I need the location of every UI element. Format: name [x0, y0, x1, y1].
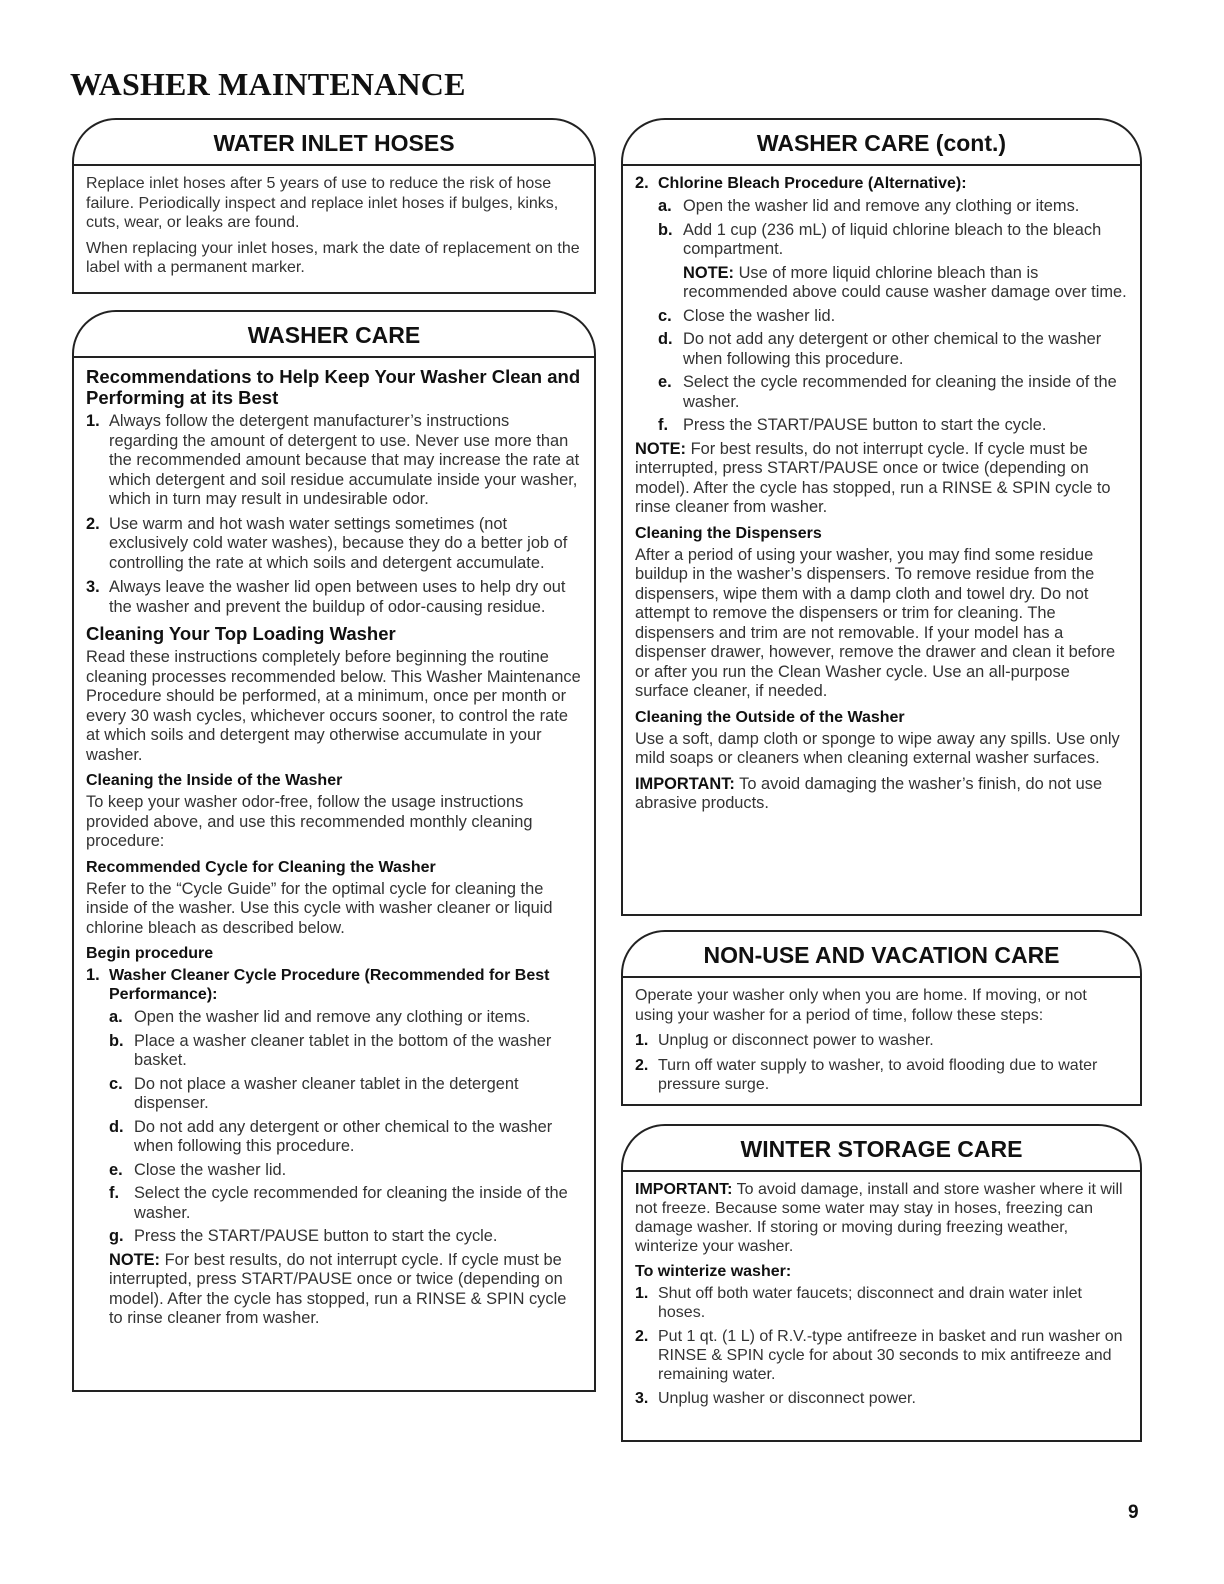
- winterize-heading: To winterize washer:: [635, 1263, 792, 1280]
- step-item: f. Press the START/PAUSE button to start the cycle.: [658, 416, 1047, 434]
- paragraph: Operate your washer only when you are home. If moving, or not using your washer for a period of time, follow these steps:: [635, 987, 1087, 1024]
- procedure-steps: [658, 197, 1128, 436]
- list-item: 3. Unplug washer or disconnect power.: [635, 1390, 916, 1407]
- step-item: c. Do not place a washer cleaner tablet in the detergent dispenser.: [109, 1074, 519, 1112]
- section-title: NON-USE AND VACATION CARE: [623, 932, 1140, 978]
- steps-list: [635, 1284, 1128, 1408]
- procedure-list: [86, 966, 582, 1329]
- step-item: c. Close the washer lid.: [658, 306, 836, 325]
- procedure-title: Chlorine Bleach Procedure (Alternative):: [658, 175, 967, 192]
- winter-storage-section: [621, 1124, 1142, 1442]
- section-title: WINTER STORAGE CARE: [623, 1126, 1140, 1172]
- paragraph: Refer to the “Cycle Guide” for the optimal cycle for cleaning the inside of the washer. Use this cycle with washer cleaner or liquid chlorine bleach as described below.: [86, 879, 553, 937]
- inside-heading: Cleaning the Inside of the Washer: [86, 772, 343, 789]
- non-use-section: [621, 930, 1142, 1106]
- page-title: WASHER MAINTENANCE: [70, 66, 466, 102]
- steps-list: [635, 1031, 1128, 1095]
- paragraph: Use a soft, damp cloth or sponge to wipe away any spills. Use only mild soaps or cleaners when cleaning external washer surfaces.: [635, 729, 1120, 767]
- list-item: 1. Unplug or disconnect power to washer.: [635, 1032, 934, 1049]
- note: NOTE: Use of more liquid chlorine bleach than is recommended above could cause washer damage over time.: [683, 263, 1127, 301]
- section-title: WATER INLET HOSES: [74, 120, 594, 166]
- outside-heading: Cleaning the Outside of the Washer: [635, 708, 905, 726]
- paragraph: After a period of using your washer, you may find some residue buildup in the washer’s dispensers. To remove residue from the dispensers, wipe them with a damp cloth and towel dry. Do not attempt to remove the dispensers or trim for cleaning. The dispensers and trim are not removable. If your model has a dispenser drawer, however, remove the drawer and clean it before or after you run the Clean Washer cycle. Use an all-purpose surface cleaner, if needed.: [635, 545, 1116, 700]
- step-item: b. Add 1 cup (236 mL) of liquid chlorine bleach to the bleach compartment. NOTE: Use of more liquid chlorine bleach than is recommended above could cause washer damage over time.: [658, 220, 1127, 301]
- note: NOTE: For best results, do not interrupt cycle. If cycle must be interrupted, press START/PAUSE once or twice (depending on model). After the cycle has stopped, run a RINSE & SPIN cycle to rinse cleaner from washer.: [109, 1250, 567, 1327]
- step-item: e. Close the washer lid.: [109, 1160, 287, 1179]
- section-title: WASHER CARE (cont.): [623, 120, 1140, 166]
- section-title: WASHER CARE: [74, 312, 594, 358]
- procedure-title: Washer Cleaner Cycle Procedure (Recommended for Best Performance):: [109, 967, 550, 1003]
- note: NOTE: For best results, do not interrupt cycle. If cycle must be interrupted, press START/PAUSE once or twice (depending on model). After the cycle has stopped, run a RINSE & SPIN cycle to rinse cleaner from washer.: [635, 439, 1111, 516]
- paragraph: Read these instructions completely before beginning the routine cleaning processes recommended below. This Washer Maintenance Procedure should be performed, at a minimum, once per month or every 30 wash cycles, whichever occurs sooner, to control the rate at which soils and detergent may otherwise accumulate in your washer.: [86, 648, 581, 764]
- step-item: f. Select the cycle recommended for cleaning the inside of the washer.: [109, 1184, 568, 1222]
- step-item: e. Select the cycle recommended for cleaning the inside of the washer.: [658, 373, 1117, 411]
- begin-procedure-heading: Begin procedure: [86, 945, 214, 962]
- list-item: 2. Put 1 qt. (1 L) of R.V.-type antifreeze in basket and run washer on RINSE & SPIN cycle for about 30 seconds to mix antifreeze and remaining water.: [635, 1328, 1123, 1383]
- washer-care-section: [72, 310, 596, 1392]
- step-item: g. Press the START/PAUSE button to start the cycle.: [109, 1227, 498, 1245]
- important-note: IMPORTANT: To avoid damaging the washer’s finish, do not use abrasive products.: [635, 774, 1103, 812]
- paragraph: To keep your washer odor-free, follow the usage instructions provided above, and use this recommended monthly cleaning procedure:: [86, 793, 533, 850]
- page-number: 9: [1128, 1502, 1139, 1523]
- recommendations-heading: Recommendations to Help Keep Your Washer Clean and Performing at its Best: [86, 366, 581, 408]
- list-item: 1. Always follow the detergent manufacturer’s instructions regarding the amount of detergent to use. Never use more than the recommended amount because that may increase the rate at which detergent and soil residue accumulate inside your washer, which in turn may result in undesirable odor.: [86, 412, 580, 508]
- cleaning-heading: Cleaning Your Top Loading Washer: [86, 623, 396, 644]
- list-item: 1. Washer Cleaner Cycle Procedure (Recommended for Best Performance): a. Open the washer lid and remove any clothing or items. b. Place a washer cleaner tablet in the bottom of the washer basket. c. Do not place a washer cleaner tablet in the detergent dispenser. d. Do not add any detergent or other chemical to the washer when following this procedure. e. Close the washer lid. f. Select the cycle recommended for cleaning the inside of the washer. g. Press the START/PAUSE button to start the cycle. NOTE: For best results, do not interrupt cycle. If cycle must be interrupted, press START/PAUSE once or twice (depending on model). After the cycle has stopped, run a RINSE & SPIN cycle to rinse cleaner from washer.: [86, 966, 582, 1329]
- procedure-steps: [109, 1008, 582, 1247]
- water-inlet-hoses-section: [72, 118, 596, 294]
- step-item: a. Open the washer lid and remove any clothing or items.: [658, 197, 1080, 215]
- recommendations-list: [86, 412, 582, 617]
- washer-care-cont-section: [621, 118, 1142, 916]
- list-item: 2. Chlorine Bleach Procedure (Alternative): a. Open the washer lid and remove any clothing or items. b. Add 1 cup (236 mL) of liquid chlorine bleach to the bleach compartment. NOTE: Use of more liquid chlorine bleach than is recommended above could cause washer damage over time. c. Close the washer lid. d. Do not add any detergent or other chemical to the washer when following this procedure. e. Select the cycle recommended for cleaning the inside of the washer. f. Press the START/PAUSE button to start the cycle.: [635, 174, 1127, 434]
- procedure-list: [635, 174, 1128, 436]
- list-item: 3. Always leave the washer lid open between uses to help dry out the washer and prevent the buildup of odor-causing residue.: [86, 578, 566, 616]
- paragraph: Replace inlet hoses after 5 years of use to reduce the risk of hose failure. Periodically inspect and replace inlet hoses if bulges, kinks, cuts, wear, or leaks are found.: [86, 175, 559, 231]
- list-item: 2. Turn off water supply to washer, to avoid flooding due to water pressure surge.: [635, 1056, 1098, 1093]
- step-item: d. Do not add any detergent or other chemical to the washer when following this procedure.: [109, 1117, 553, 1155]
- step-item: b. Place a washer cleaner tablet in the bottom of the washer basket.: [109, 1031, 552, 1069]
- dispensers-heading: Cleaning the Dispensers: [635, 524, 822, 542]
- step-item: a. Open the washer lid and remove any clothing or items.: [109, 1008, 531, 1026]
- important-note: IMPORTANT: To avoid damage, install and store washer where it will not freeze. Because some water may stay in hoses, freezing can damage washer. If storing or moving during freezing weather, winterize your washer.: [635, 1181, 1123, 1255]
- list-item: 1. Shut off both water faucets; disconnect and drain water inlet hoses.: [635, 1285, 1082, 1321]
- paragraph: When replacing your inlet hoses, mark the date of replacement on the label with a permanent marker.: [86, 239, 580, 276]
- step-item: d. Do not add any detergent or other chemical to the washer when following this procedure.: [658, 330, 1102, 368]
- cycle-heading: Recommended Cycle for Cleaning the Washer: [86, 858, 436, 876]
- list-item: 2. Use warm and hot wash water settings sometimes (not exclusively cold water washes), because they do a better job of controlling the rate at which soils and detergent accumulate.: [86, 514, 568, 572]
